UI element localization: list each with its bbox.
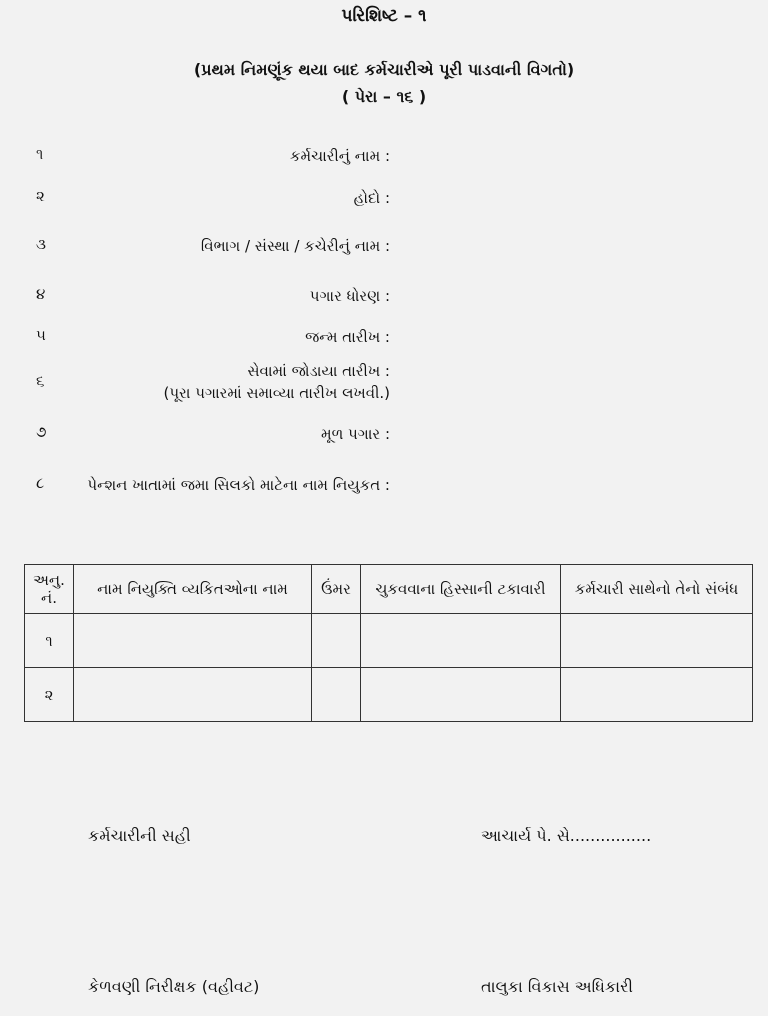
table-cell [74,668,312,722]
table-cell [74,614,312,668]
table-cell [561,614,753,668]
paragraph-reference: ( પેરા – ૧૬ ) [341,87,427,106]
field-number: ૭ [36,423,47,441]
table-cell: ૧ [25,614,74,668]
taluka-officer-label: તાલુકા વિકાસ અધિકારી [481,977,633,996]
table-row [25,614,753,668]
field-label: જન્મ તારીખ : [305,328,390,346]
column-header-share-percent: ચુકવવાના હિસ્સાની ટકાવારી [361,565,561,614]
field-label-note: (પૂરા પગારમાં સમાવ્યા તારીખ લખવી.) [163,384,390,402]
table-cell: ૨ [25,668,74,722]
field-number: ૩ [36,235,46,253]
field-number: ૬ [36,372,45,390]
document-title: પરિશિષ્ટ – ૧ [341,6,427,26]
nominee-table [24,564,753,722]
field-number: ૧ [36,145,44,163]
field-number: ૮ [36,474,45,492]
field-label: કર્મચારીનું નામ : [289,147,390,165]
table-cell [561,668,753,722]
table-header-row [25,565,753,614]
table-cell [361,668,561,722]
column-header-nominee-name: નામ નિયુક્તિ વ્યકિતઓના નામ [74,565,312,614]
field-label: વિભાગ / સંસ્થા / કચેરીનું નામ : [200,237,390,255]
field-number: ૪ [36,285,46,303]
column-header-relation: કર્મચારી સાથેનો તેનો સંબંધ [561,565,753,614]
employee-signature-label: કર્મચારીની સહી [88,826,191,845]
column-header-age: ઉંમર [312,565,361,614]
table-cell [312,614,361,668]
table-cell [361,614,561,668]
field-label: મૂળ પગાર : [321,425,390,443]
field-label [163,360,390,404]
field-label-main: સેવામાં જોડાયા તારીખ : [247,362,390,380]
field-number: ૫ [36,326,46,344]
document-subtitle: (પ્રથમ નિમણૂંક થયા બાદ કર્મચારીએ પૂરી પાડવાની વિગતો) [193,60,575,79]
field-label: હોદો : [353,189,390,207]
field-number: ૨ [36,187,45,205]
education-inspector-label: કેળવણી નિરીક્ષક (વહીવટ) [88,977,260,996]
principal-signature-label: આચાર્ય પે. સે................ [481,826,652,845]
column-header-serial: અનુ. નં. [25,565,74,614]
table-cell [312,668,361,722]
table-row [25,668,753,722]
field-label: પેન્શન ખાતામાં જમા સિલકો માટેના નામ નિયુકત : [87,476,390,494]
field-label: પગાર ધોરણ : [309,287,390,305]
